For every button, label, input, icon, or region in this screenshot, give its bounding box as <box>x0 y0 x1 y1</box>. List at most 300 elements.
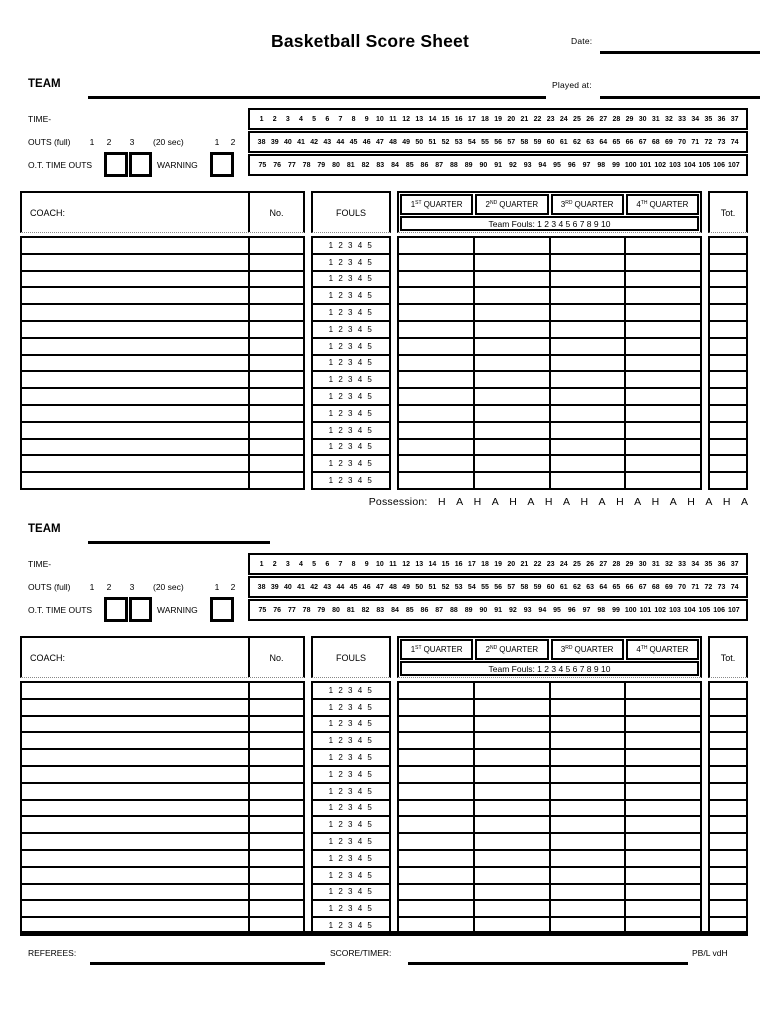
quarter-header-box: 3 RD QUARTER <box>551 639 624 660</box>
fouls-subtable <box>311 191 391 490</box>
player-name-cell <box>22 238 248 253</box>
team-name-line <box>88 96 546 99</box>
grid-number: 43 <box>323 583 332 591</box>
player-no-cell <box>248 440 303 455</box>
player-fouls-cell: 1 2 3 4 5 <box>311 918 391 935</box>
player-name-cell <box>22 767 248 782</box>
quarter-score-cell <box>473 801 549 816</box>
player-fouls-cell: 1 2 3 4 5 <box>311 717 391 734</box>
grid-number: 65 <box>612 138 621 146</box>
quarter-score-cell <box>399 834 473 849</box>
grid-number: 4 <box>299 115 303 123</box>
player-name-cell <box>22 885 248 900</box>
quarter-score-cell <box>549 817 625 832</box>
table-row <box>397 868 702 885</box>
grid-number: 62 <box>573 138 581 146</box>
player-name-cell <box>22 406 248 421</box>
player-no-cell <box>248 817 303 832</box>
grid-number: 82 <box>361 606 370 614</box>
player-fouls-cell: 1 2 3 4 5 <box>311 356 391 373</box>
team-section-away <box>0 515 770 945</box>
quarter-score-cell <box>624 834 700 849</box>
possession-letter: A <box>491 496 499 508</box>
quarter-score-cell <box>473 255 549 270</box>
grid-number: 84 <box>391 606 399 614</box>
table-row <box>397 389 702 406</box>
player-total-cell <box>708 372 748 389</box>
quarter-score-cell <box>399 473 473 488</box>
table-row <box>20 901 305 918</box>
player-no-cell <box>248 885 303 900</box>
quarter-score-cell <box>624 817 700 832</box>
grid-number: 60 <box>546 583 555 591</box>
grid-number: 107 <box>728 161 740 169</box>
possession-letter: A <box>634 496 642 508</box>
grid-number: 17 <box>467 115 476 123</box>
grid-number: 103 <box>669 606 681 614</box>
grid-number: 27 <box>599 115 608 123</box>
grid-number: 101 <box>639 606 652 614</box>
possession-letter: A <box>598 496 606 508</box>
player-no-cell <box>248 272 303 287</box>
player-total-cell <box>708 406 748 423</box>
table-row <box>20 272 305 289</box>
quarter-score-cell <box>624 356 700 371</box>
possession-letter: A <box>740 496 748 508</box>
player-total-cell <box>708 750 748 767</box>
grid-number: 81 <box>346 606 355 614</box>
player-total-cell <box>708 834 748 851</box>
table-row <box>397 339 702 356</box>
player-fouls-cell: 1 2 3 4 5 <box>311 238 391 255</box>
player-no-cell <box>248 801 303 816</box>
player-total-cell <box>708 885 748 902</box>
possession-letter: A <box>562 496 570 508</box>
quarter-score-cell <box>549 423 625 438</box>
quarter-header-box: 1 ST QUARTER <box>400 639 473 660</box>
grid-number: 41 <box>297 138 305 146</box>
grid-number: 74 <box>730 583 739 591</box>
grid-number: 66 <box>625 138 634 146</box>
grid-number: 27 <box>599 560 608 568</box>
quarter-score-cell <box>549 255 625 270</box>
grid-number: 50 <box>415 138 424 146</box>
player-fouls-cell: 1 2 3 4 5 <box>311 767 391 784</box>
grid-number: 19 <box>494 560 502 568</box>
total-column-header: Tot. <box>708 636 748 678</box>
quarter-score-cell <box>549 851 625 866</box>
player-no-cell <box>248 767 303 782</box>
quarter-score-cell <box>473 238 549 253</box>
grid-number: 79 <box>317 606 326 614</box>
quarter-score-cell <box>473 733 549 748</box>
quarter-header-box: 1 ST QUARTER <box>400 194 473 215</box>
player-total-cell <box>708 851 748 868</box>
grid-number: 53 <box>454 583 463 591</box>
grid-number: 12 <box>402 115 411 123</box>
player-no-cell <box>248 339 303 354</box>
grid-number: 72 <box>704 138 713 146</box>
possession-letter: A <box>669 496 677 508</box>
timeout-num-3: 3 <box>129 582 135 592</box>
table-row <box>20 255 305 272</box>
twenty-sec-label: (20 sec) <box>153 137 184 147</box>
grid-number: 84 <box>391 161 399 169</box>
player-no-cell <box>248 322 303 337</box>
grid-number: 37 <box>730 115 739 123</box>
table-row <box>397 440 702 457</box>
possession-letter: H <box>687 496 695 508</box>
grid-number: 65 <box>612 583 621 591</box>
player-name-cell <box>22 784 248 799</box>
grid-number: 81 <box>346 161 355 169</box>
grid-number: 99 <box>612 161 620 169</box>
quarter-score-cell <box>549 733 625 748</box>
grid-number: 1 <box>259 115 264 123</box>
grid-number: 21 <box>520 560 529 568</box>
ot-numbers-row <box>248 599 748 621</box>
table-row <box>397 717 702 734</box>
player-name-cell <box>22 733 248 748</box>
grid-number: 93 <box>523 606 532 614</box>
grid-number: 58 <box>520 583 529 591</box>
player-fouls-cell: 1 2 3 4 5 <box>311 683 391 700</box>
quarter-score-cell <box>624 339 700 354</box>
grid-number: 87 <box>435 161 444 169</box>
grid-number: 91 <box>494 161 503 169</box>
timeout-num-1: 1 <box>89 137 95 147</box>
table-row <box>397 356 702 373</box>
player-total-cell <box>708 901 748 918</box>
grid-number: 22 <box>533 560 542 568</box>
grid-number: 96 <box>567 606 576 614</box>
player-fouls-cell: 1 2 3 4 5 <box>311 700 391 717</box>
grid-number: 96 <box>567 161 576 169</box>
timeout-num-1: 1 <box>89 582 95 592</box>
grid-number: 3 <box>285 115 290 123</box>
quarters-subtable <box>397 191 702 490</box>
table-row <box>397 767 702 784</box>
grid-number: 95 <box>553 161 561 169</box>
grid-number: 7 <box>338 560 343 568</box>
quarter-header-box: 2 ND QUARTER <box>475 194 548 215</box>
grid-number: 25 <box>573 115 581 123</box>
quarter-score-cell <box>473 456 549 471</box>
player-fouls-cell: 1 2 3 4 5 <box>311 750 391 767</box>
table-row <box>20 733 305 750</box>
grid-number: 59 <box>533 138 542 146</box>
quarter-score-cell <box>399 406 473 421</box>
fouls-column-header: FOULS <box>311 191 391 233</box>
player-total-cell <box>708 356 748 373</box>
grid-number: 100 <box>624 161 637 169</box>
grid-number: 40 <box>283 583 292 591</box>
grid-number: 51 <box>428 583 437 591</box>
table-row <box>20 456 305 473</box>
player-name-cell <box>22 272 248 287</box>
grid-number: 39 <box>270 138 279 146</box>
grid-number: 18 <box>481 115 489 123</box>
grid-number: 47 <box>375 583 384 591</box>
player-total-cell <box>708 733 748 750</box>
grid-number: 29 <box>625 560 634 568</box>
player-name-cell <box>22 255 248 270</box>
table-row <box>20 717 305 734</box>
grid-number: 94 <box>538 161 547 169</box>
roster-table <box>20 191 748 490</box>
grid-number: 58 <box>520 138 529 146</box>
grid-number: 5 <box>312 560 317 568</box>
quarter-score-cell <box>624 406 700 421</box>
grid-number: 89 <box>464 161 473 169</box>
grid-number: 89 <box>464 606 473 614</box>
grid-number: 76 <box>273 606 281 614</box>
grid-number: 88 <box>450 161 458 169</box>
quarter-score-cell <box>473 305 549 320</box>
grid-number: 13 <box>415 560 424 568</box>
player-no-cell <box>248 288 303 303</box>
ot-timeout-box-1 <box>104 597 128 622</box>
grid-number: 70 <box>678 583 686 591</box>
fouls-subtable <box>311 636 391 935</box>
table-row <box>397 406 702 423</box>
player-no-cell <box>248 305 303 320</box>
player-name-cell <box>22 440 248 455</box>
table-row <box>20 750 305 767</box>
grid-number: 26 <box>586 115 594 123</box>
grid-number: 101 <box>639 161 652 169</box>
quarter-score-cell <box>624 272 700 287</box>
grid-number: 42 <box>310 583 319 591</box>
warning-box <box>210 152 234 177</box>
player-total-cell <box>708 288 748 305</box>
table-row <box>397 423 702 440</box>
grid-number: 33 <box>678 560 686 568</box>
grid-number: 41 <box>297 583 305 591</box>
player-total-cell <box>708 817 748 834</box>
player-fouls-cell: 1 2 3 4 5 <box>311 339 391 356</box>
table-row <box>20 473 305 490</box>
player-name-cell <box>22 339 248 354</box>
player-total-cell <box>708 272 748 289</box>
player-name-cell <box>22 456 248 471</box>
score-timer-label: SCORE/TIMER: <box>330 948 392 958</box>
grid-number: 17 <box>467 560 476 568</box>
quarter-score-cell <box>399 885 473 900</box>
table-row <box>20 885 305 902</box>
table-row <box>397 700 702 717</box>
quarter-score-cell <box>473 885 549 900</box>
quarter-score-cell <box>399 440 473 455</box>
player-fouls-cell: 1 2 3 4 5 <box>311 456 391 473</box>
grid-number: 63 <box>586 583 594 591</box>
grid-number: 86 <box>420 161 429 169</box>
grid-number: 61 <box>559 138 568 146</box>
grid-number: 87 <box>435 606 444 614</box>
player-total-cell <box>708 767 748 784</box>
player-no-cell <box>248 750 303 765</box>
ot-timeouts-label: O.T. TIME OUTS <box>28 605 93 615</box>
player-name-cell <box>22 473 248 488</box>
player-name-cell <box>22 288 248 303</box>
quarter-score-cell <box>624 717 700 732</box>
player-fouls-cell: 1 2 3 4 5 <box>311 440 391 457</box>
grid-number: 28 <box>612 560 621 568</box>
grid-number: 78 <box>302 161 311 169</box>
player-no-cell <box>248 456 303 471</box>
grid-number: 95 <box>553 606 561 614</box>
grid-number: 106 <box>713 161 725 169</box>
grid-number: 40 <box>283 138 292 146</box>
quarter-score-cell <box>473 339 549 354</box>
quarter-score-cell <box>399 683 473 698</box>
quarter-score-cell <box>473 784 549 799</box>
played-at-line <box>600 96 760 99</box>
quarter-score-cell <box>549 901 625 916</box>
table-row <box>397 901 702 918</box>
sec-num-2: 2 <box>230 582 236 592</box>
player-name-cell <box>22 834 248 849</box>
team-label: TEAM <box>28 78 61 90</box>
grid-number: 48 <box>389 583 397 591</box>
quarter-score-cell <box>549 440 625 455</box>
grid-number: 56 <box>494 583 502 591</box>
grid-number: 68 <box>651 138 660 146</box>
grid-number: 19 <box>494 115 502 123</box>
player-total-cell <box>708 305 748 322</box>
grid-number: 1 <box>259 560 264 568</box>
player-fouls-cell: 1 2 3 4 5 <box>311 272 391 289</box>
grid-number: 50 <box>415 583 424 591</box>
grid-number: 5 <box>312 115 317 123</box>
grid-number: 25 <box>573 560 581 568</box>
grid-number: 64 <box>599 583 608 591</box>
grid-number: 36 <box>717 115 726 123</box>
table-row <box>20 851 305 868</box>
quarter-score-cell <box>549 885 625 900</box>
player-fouls-cell: 1 2 3 4 5 <box>311 322 391 339</box>
sec-num-2: 2 <box>230 137 236 147</box>
grid-number: 105 <box>698 606 711 614</box>
quarter-score-cell <box>399 305 473 320</box>
possession-letter: H <box>651 496 660 508</box>
grid-number: 57 <box>507 138 516 146</box>
grid-number: 6 <box>325 115 330 123</box>
quarter-score-cell <box>549 272 625 287</box>
time-label: TIME- <box>28 114 52 124</box>
player-no-cell <box>248 851 303 866</box>
quarter-header-box: 2 ND QUARTER <box>475 639 548 660</box>
quarter-score-cell <box>549 801 625 816</box>
grid-number: 37 <box>730 560 739 568</box>
grid-number: 49 <box>402 138 411 146</box>
number-column-header: No. <box>248 638 303 677</box>
quarter-score-cell <box>399 356 473 371</box>
grid-number: 32 <box>665 560 673 568</box>
player-name-cell <box>22 868 248 883</box>
grid-number: 6 <box>325 560 330 568</box>
player-total-cell <box>708 473 748 490</box>
sec-num-1: 1 <box>214 137 220 147</box>
grid-number: 107 <box>728 606 740 614</box>
grid-number: 20 <box>507 115 516 123</box>
table-row <box>397 683 702 700</box>
player-total-cell <box>708 801 748 818</box>
grid-number: 14 <box>428 115 437 123</box>
grid-number: 15 <box>441 115 450 123</box>
grid-number: 77 <box>287 606 296 614</box>
twenty-sec-label: (20 sec) <box>153 582 184 592</box>
grid-number: 97 <box>582 161 591 169</box>
player-total-cell <box>708 339 748 356</box>
grid-number: 54 <box>467 138 476 146</box>
table-row <box>20 683 305 700</box>
possession-letter: A <box>527 496 535 508</box>
grid-number: 90 <box>479 161 488 169</box>
number-column-header: No. <box>248 193 303 232</box>
grid-number: 4 <box>299 560 303 568</box>
page-title: Basketball Score Sheet <box>271 31 469 51</box>
grid-number: 93 <box>523 161 532 169</box>
total-subtable <box>708 636 748 935</box>
grid-number: 64 <box>599 138 608 146</box>
table-row <box>397 834 702 851</box>
table-row <box>20 868 305 885</box>
player-name-cell <box>22 801 248 816</box>
quarter-score-cell <box>549 717 625 732</box>
grid-number: 105 <box>698 161 711 169</box>
table-row <box>397 473 702 490</box>
player-no-cell <box>248 255 303 270</box>
timeout-num-3: 3 <box>129 137 135 147</box>
grid-number: 75 <box>258 606 267 614</box>
player-fouls-cell: 1 2 3 4 5 <box>311 851 391 868</box>
grid-number: 82 <box>361 161 370 169</box>
player-no-cell <box>248 683 303 698</box>
quarter-score-cell <box>549 305 625 320</box>
grid-number: 34 <box>691 560 700 568</box>
grid-number: 35 <box>704 560 713 568</box>
grid-number: 42 <box>310 138 319 146</box>
player-total-cell <box>708 255 748 272</box>
warning-label: WARNING <box>157 605 198 615</box>
grid-number: 49 <box>402 583 411 591</box>
player-name-cell <box>22 372 248 387</box>
player-fouls-cell: 1 2 3 4 5 <box>311 868 391 885</box>
grid-number: 7 <box>338 115 343 123</box>
date-line <box>600 51 760 54</box>
table-row <box>20 339 305 356</box>
quarter-score-cell <box>549 238 625 253</box>
quarter-score-cell <box>549 456 625 471</box>
table-row <box>397 885 702 902</box>
player-no-cell <box>248 473 303 488</box>
grid-number: 46 <box>362 138 371 146</box>
quarter-score-cell <box>399 322 473 337</box>
grid-number: 8 <box>351 115 356 123</box>
quarter-score-cell <box>624 767 700 782</box>
coach-label: COACH: <box>30 207 66 218</box>
player-no-cell <box>248 238 303 253</box>
quarter-score-cell <box>549 784 625 799</box>
team-label: TEAM <box>28 523 61 535</box>
quarter-score-cell <box>399 817 473 832</box>
quarter-score-cell <box>473 834 549 849</box>
quarter-score-cell <box>399 901 473 916</box>
quarter-score-cell <box>624 322 700 337</box>
quarter-score-cell <box>549 868 625 883</box>
grid-number: 67 <box>638 583 647 591</box>
